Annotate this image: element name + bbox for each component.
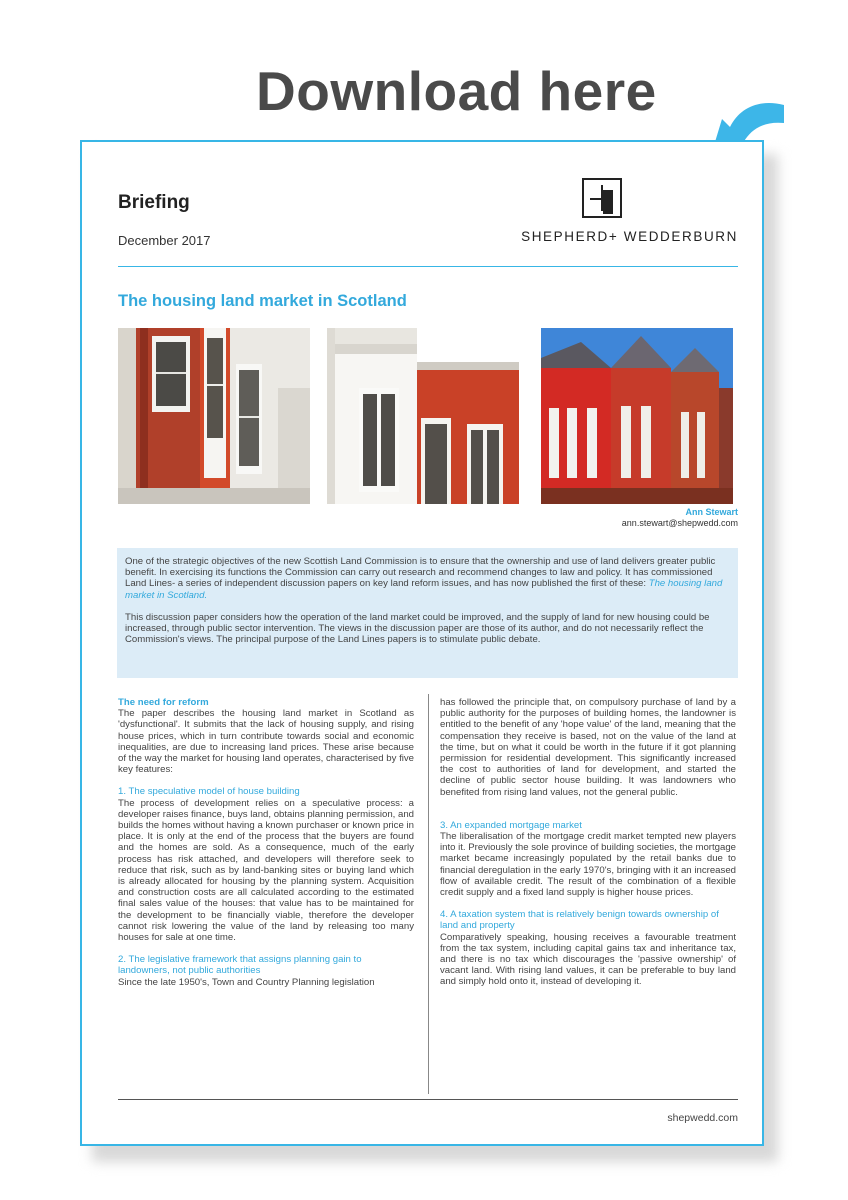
paragraph: has followed the principle that, on compulsory purchase of land by a public authority for the purposes of building homes, the landowner is entitled to the benefit of any 'hope value' of the land, meaning that the compensation they receive is based, not on the value of the land at the time, but on what it could be worth in the future if it got planning permission for residential development. This significantly increased the cost to authorities of land for development, and started the decline of public sector house building. It was landowners who benefited from rising land values, not the general public. [440, 697, 736, 798]
section-heading-need-for-reform: The need for reform [118, 697, 209, 708]
shepherd-wedderburn-logo [468, 178, 738, 250]
footer-website[interactable]: shepwedd.com [667, 1112, 738, 1124]
right-column [440, 697, 736, 999]
left-column [118, 697, 414, 999]
author-block [118, 507, 738, 529]
download-banner[interactable] [0, 55, 848, 135]
paragraph: The process of development relies on a speculative process: a developer raises finance, buys land, obtains planning permission, and builds the homes without having a known purchaser or known price in place. It is only at the end of the process that the buyers are found and the homes are sold. As a consequence, much of the early process has risk attached, and developers will therefore seek to reduce that risk, such as by land-banking sites or buying land which is already allocated for housing by the planning system. Acquisition and construction costs are all calculated according to the estimated final sales value of the houses: that value has to be maintained for the development to be financially viable, therefore the developer cannot risk lowering the value of the land by releasing too many houses for sale at one time. [118, 797, 414, 944]
photo-brick-bay-window [118, 328, 310, 504]
section-heading-mortgage-market: 3. An expanded mortgage market [440, 819, 582, 831]
document-page[interactable] [80, 140, 764, 1146]
logo-mark-icon [582, 178, 622, 218]
footer-divider [118, 1099, 738, 1100]
document-title: The housing land market in Scotland [118, 292, 407, 310]
author-email[interactable]: ann.stewart@shepwedd.com [621, 518, 738, 528]
author-name: Ann Stewart [685, 507, 738, 517]
intro-paragraph-2: This discussion paper considers how the operation of the land market could be improved, and the supply of land for new housing could be increased, through public sector intervention. The views in the discussion paper are those of its author, and do not necessarily reflect the Commission's views. The principal purpose of the Land Lines papers is to stimulate public debate. [125, 611, 710, 646]
logo-wordmark: SHEPHERD+ WEDDERBURN [521, 229, 738, 244]
section-heading-speculative-model: 1. The speculative model of house building [118, 786, 300, 798]
section-heading-taxation-system: 4. A taxation system that is relatively benign towards ownership of land and property [440, 909, 719, 932]
photo-victorian-rowhouses [541, 328, 733, 504]
document-kind: Briefing [118, 192, 190, 213]
paper-title-link[interactable]: The housing land market in Scotland. [125, 578, 723, 601]
paragraph: Comparatively speaking, housing receives a favourable treatment from the tax system, including capital gains tax and inheritance tax, and there is no tax which discourages the 'passive ownership' of vacant land. With rising land values, it can be preferable to buy land and simply hold onto it, instead of developing it. [440, 931, 736, 988]
download-heading[interactable]: Download here [256, 60, 657, 122]
photo-cornice-facade [327, 328, 519, 504]
column-divider [428, 694, 429, 1094]
header-divider [118, 266, 738, 267]
intro-box [117, 548, 738, 678]
intro-paragraph-1 [125, 556, 730, 601]
section-heading-legislative-framework: 2. The legislative framework that assigns planning gain to landowners, not public authorities [118, 954, 362, 977]
intro-text: One of the strategic objectives of the new Scottish Land Commission is to ensure that the ownership and use of land delivers greater public benefit. In exercising its functions the Commission can carry out research and recommend changes to law and policy. It has commissioned Land Lines- a series of independent discussion papers on key land reform issues, and has now published the first of these: [125, 556, 716, 590]
document-date: December 2017 [118, 233, 211, 248]
paragraph: Since the late 1950's, Town and Country Planning legislation [118, 976, 375, 988]
paragraph: The paper describes the housing land market in Scotland as 'dysfunctional'. It submits that the lack of housing supply, and rising house prices, which in turn contribute towards social and economic inequalities, are due to increasing land prices. These arise because of the way the market for housing land operates, characterised by five key features: [118, 708, 414, 776]
paragraph: The liberalisation of the mortgage credit market tempted new players into it. Previously the sole province of building societies, the mortgage market became increasingly populated by the retail banks due to financial deregulation in the early 1970's, bringing with it an increased flow of available credit. The result of the combination of a flexible credit supply and a fixed land supply is higher house prices. [440, 831, 736, 899]
